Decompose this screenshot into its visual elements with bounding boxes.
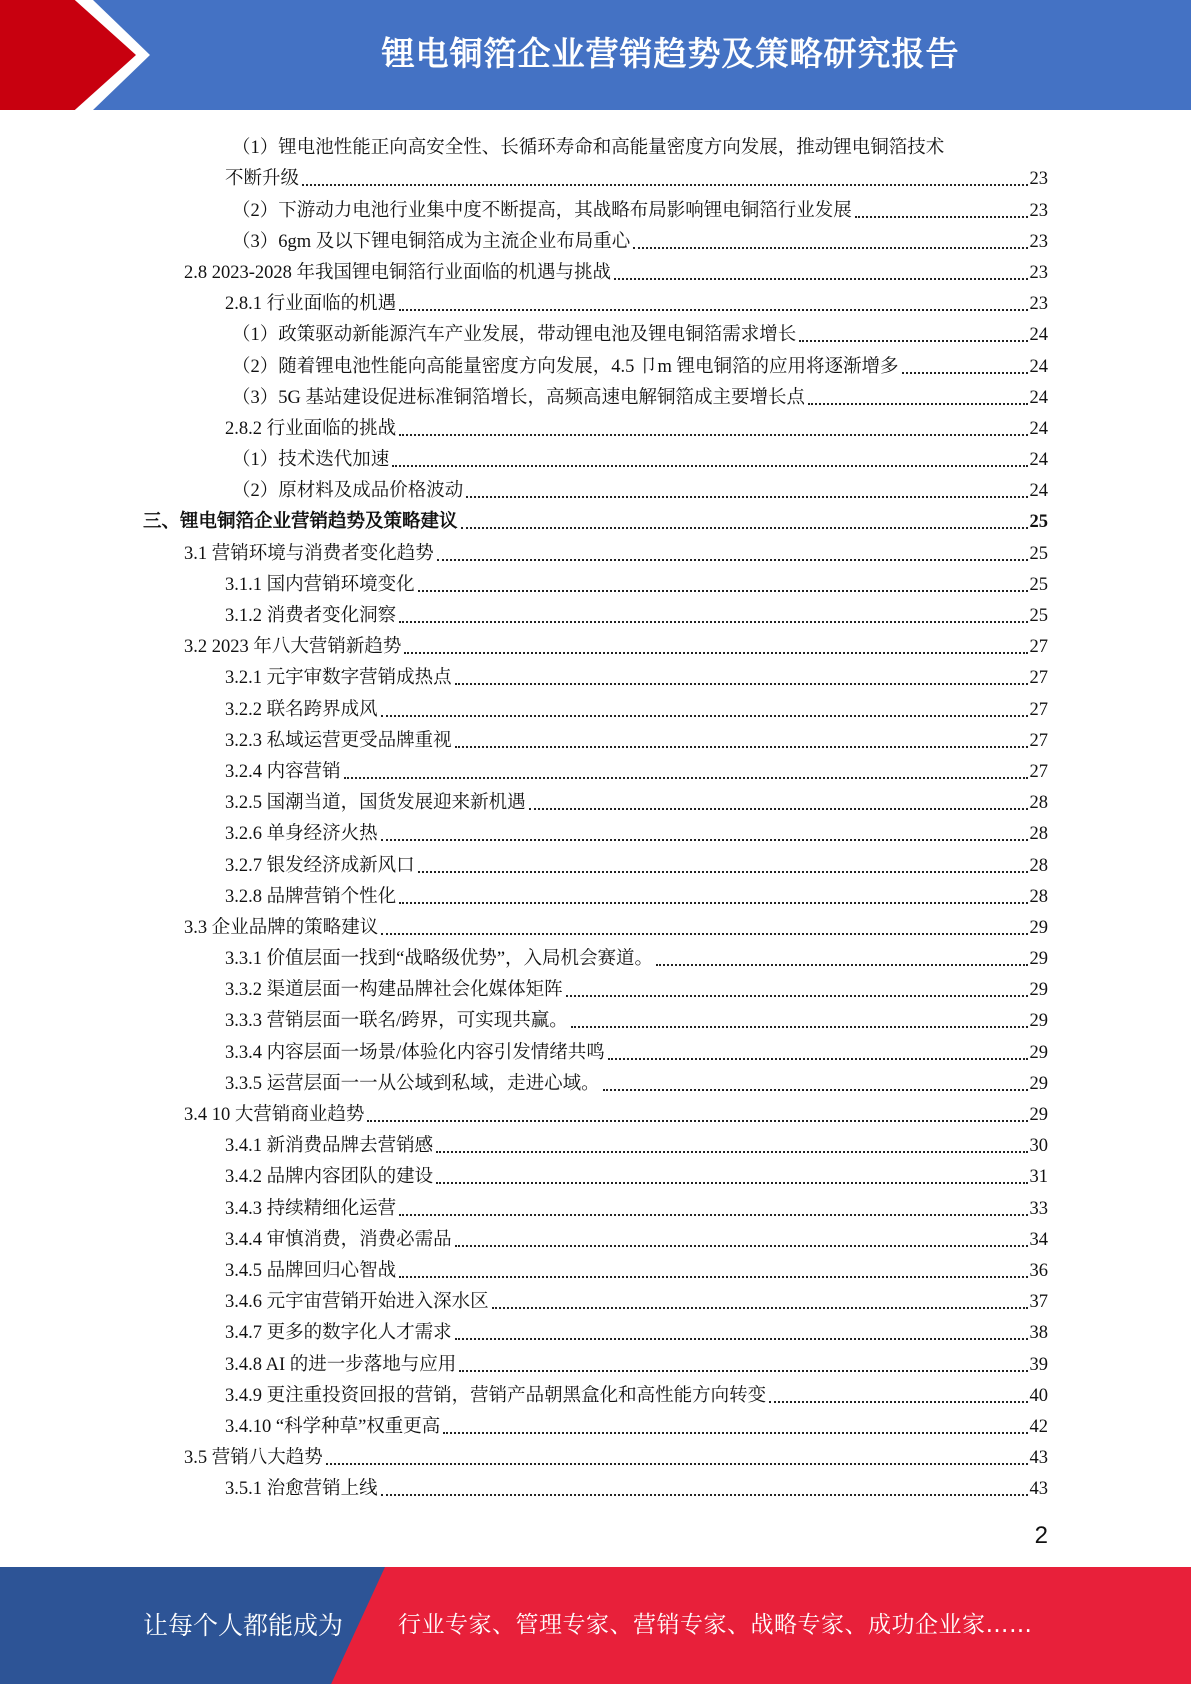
- toc-entry-page: 39: [1029, 1354, 1048, 1375]
- toc-entry-page: 28: [1029, 886, 1048, 907]
- toc-entry-page: 38: [1029, 1323, 1048, 1344]
- toc-entry-page: 40: [1029, 1385, 1048, 1406]
- toc-entry[interactable]: [0, 534, 1191, 565]
- toc-entry-page: 24: [1029, 325, 1048, 346]
- toc-entry-title: 3.3.3 营销层面一联名/跨界，可实现共赢。: [225, 1011, 568, 1032]
- toc-entry-title: 3.3.4 内容层面一场景/体验化内容引发情绪共鸣: [225, 1042, 605, 1063]
- toc-dot-leader: [381, 933, 1027, 935]
- toc-entry-title: 3.2.2 联名跨界成风: [225, 699, 378, 720]
- toc-dot-leader: [571, 1026, 1028, 1028]
- toc-dot-leader: [399, 1214, 1027, 1216]
- toc-dot-leader: [399, 902, 1027, 904]
- toc-entry[interactable]: [0, 597, 1191, 628]
- toc-entry-title: 3.1.1 国内营销环境变化: [225, 574, 415, 595]
- toc-entry-page: 27: [1029, 637, 1048, 658]
- toc-entry[interactable]: [0, 1033, 1191, 1064]
- toc-entry[interactable]: [0, 1065, 1191, 1096]
- toc-entry[interactable]: [0, 1189, 1191, 1220]
- toc-entry-page: 33: [1029, 1198, 1048, 1219]
- toc-dot-leader: [808, 403, 1028, 405]
- toc-entry[interactable]: [0, 410, 1191, 441]
- toc-entry-title: （1）政策驱动新能源汽车产业发展，带动锂电池及锂电铜箔需求增长: [232, 325, 797, 346]
- toc-entry-page: 36: [1029, 1260, 1048, 1281]
- toc-entry-page: 29: [1029, 917, 1048, 938]
- toc-dot-leader: [418, 871, 1028, 873]
- toc-entry-title: 3.4.4 审慎消费，消费必需品: [225, 1229, 452, 1250]
- toc-dot-leader: [769, 1401, 1027, 1403]
- toc-entry[interactable]: [0, 878, 1191, 909]
- toc-entry-title: 3.3.2 渠道层面一构建品牌社会化媒体矩阵: [225, 980, 563, 1001]
- toc-entry-page: 28: [1029, 824, 1048, 845]
- toc-dot-leader: [381, 715, 1028, 717]
- toc-entry[interactable]: [0, 628, 1191, 659]
- toc-dot-leader: [633, 247, 1027, 249]
- toc-entry-title: 3.4.7 更多的数字化人才需求: [225, 1323, 452, 1344]
- toc-entry[interactable]: [0, 1439, 1191, 1470]
- toc-entry-page: 23: [1029, 169, 1048, 190]
- toc-dot-leader: [437, 559, 1028, 561]
- toc-entry-page: 25: [1029, 543, 1048, 564]
- toc-entry[interactable]: [0, 815, 1191, 846]
- toc-entry-page: 43: [1029, 1479, 1048, 1500]
- toc-entry-page: 29: [1029, 1105, 1048, 1125]
- toc-entry-title: 3.4.2 品牌内容团队的建设: [225, 1167, 434, 1188]
- toc-entry-title: 3.5.1 治愈营销上线: [225, 1479, 378, 1500]
- toc-dot-leader: [603, 1089, 1028, 1091]
- toc-entry-title: 3.2.8 品牌营销个性化: [225, 886, 397, 907]
- toc-entry-page: 37: [1029, 1292, 1048, 1313]
- toc-dot-leader: [418, 590, 1028, 592]
- toc-entry-title: （1）锂电池性能正向高安全性、长循环寿命和高能量密度方向发展，推动锂电铜箔技术: [232, 138, 945, 159]
- toc-entry-page: 23: [1029, 200, 1048, 221]
- toc-entry[interactable]: [0, 191, 1191, 222]
- toc-entry-title: 2.8.2 行业面临的挑战: [225, 418, 397, 439]
- toc-entry-page: 29: [1029, 980, 1048, 1001]
- toc-dot-leader: [455, 1338, 1028, 1340]
- toc-entry[interactable]: [0, 1314, 1191, 1345]
- toc-entry-title: （3）6gm 及以下锂电铜箔成为主流企业布局重心: [232, 231, 631, 252]
- toc-dot-leader: [399, 434, 1027, 436]
- toc-entry-page: 29: [1029, 949, 1048, 970]
- toc-entry[interactable]: [0, 316, 1191, 347]
- toc-dot-leader: [455, 683, 1028, 685]
- toc-entry-page: 25: [1029, 574, 1048, 595]
- toc-entry-page: 27: [1029, 668, 1048, 689]
- toc-entry-title: 3.5 营销八大趋势: [184, 1448, 323, 1469]
- toc-entry-page: 23: [1029, 231, 1048, 252]
- table-of-contents: [0, 129, 1191, 1501]
- toc-entry-title: 3.4.9 更注重投资回报的营销，营销产品朝黑盒化和高性能方向转变: [225, 1385, 767, 1406]
- toc-entry[interactable]: [0, 160, 1191, 191]
- toc-entry[interactable]: [0, 1002, 1191, 1033]
- toc-dot-leader: [344, 777, 1028, 779]
- toc-entry[interactable]: [0, 347, 1191, 378]
- toc-entry-page: 43: [1029, 1448, 1048, 1469]
- toc-entry-page: 34: [1029, 1229, 1048, 1250]
- toc-entry[interactable]: [0, 690, 1191, 721]
- toc-entry-page: 27: [1029, 730, 1048, 751]
- toc-dot-leader: [529, 808, 1028, 810]
- toc-dot-leader: [459, 1370, 1027, 1372]
- toc-dot-leader: [381, 1494, 1028, 1496]
- toc-entry-title: （2）随着锂电池性能向高能量密度方向发展，4.5 卩m 锂电铜箔的应用将逐渐增多: [232, 356, 899, 377]
- toc-entry-page: 23: [1029, 262, 1048, 283]
- toc-entry[interactable]: [0, 1470, 1191, 1501]
- toc-entry-title: 3.3 企业品牌的策略建议: [184, 917, 379, 938]
- toc-dot-leader: [399, 309, 1027, 311]
- toc-entry-title: （3）5G 基站建设促进标准铜箔增长，高频高速电解铜箔成主要增长点: [232, 387, 805, 408]
- toc-dot-leader: [404, 652, 1027, 654]
- toc-dot-leader: [399, 1276, 1027, 1278]
- toc-dot-leader: [902, 372, 1028, 374]
- toc-dot-leader: [455, 1245, 1028, 1247]
- toc-entry-page: 31: [1029, 1167, 1048, 1188]
- toc-entry-title: 3.4.3 持续精细化运营: [225, 1198, 397, 1219]
- toc-entry-title: （2）下游动力电池行业集中度不断提高，其战略布局影响锂电铜箔行业发展: [232, 200, 852, 221]
- toc-entry-page: 25: [1029, 606, 1048, 626]
- toc-entry-page: 24: [1029, 450, 1048, 471]
- toc-dot-leader: [656, 964, 1027, 966]
- toc-entry[interactable]: [0, 846, 1191, 877]
- toc-entry[interactable]: [0, 1283, 1191, 1314]
- toc-entry-page: 29: [1029, 1011, 1048, 1032]
- toc-entry-page: 25: [1029, 512, 1048, 533]
- toc-entry[interactable]: [0, 1252, 1191, 1283]
- toc-entry-page: 27: [1029, 699, 1048, 720]
- toc-entry[interactable]: [0, 1221, 1191, 1252]
- toc-entry-page: 29: [1029, 1042, 1048, 1063]
- toc-entry-title: 3.2.3 私域运营更受品牌重视: [225, 730, 452, 751]
- toc-entry-page: 24: [1029, 418, 1048, 439]
- toc-entry-title: （2）原材料及成品价格波动: [232, 481, 464, 502]
- toc-entry-page: 24: [1029, 356, 1048, 377]
- toc-dot-leader: [399, 621, 1027, 623]
- toc-entry-page: 30: [1029, 1136, 1048, 1157]
- toc-dot-leader: [855, 216, 1028, 218]
- toc-entry-title: 3.4.5 品牌回归心智战: [225, 1260, 397, 1281]
- toc-entry-page: 23: [1029, 294, 1048, 315]
- toc-entry-title: 3.4.10 “科学种草”权重更高: [225, 1416, 441, 1437]
- toc-entry[interactable]: [0, 566, 1191, 597]
- toc-entry[interactable]: [0, 379, 1191, 410]
- toc-dot-leader: [466, 496, 1027, 498]
- toc-entry-title: 不断升级: [225, 169, 300, 190]
- footer-slogan-left: 让每个人都能成为: [143, 1611, 344, 1640]
- toc-entry-title: 3.4.1 新消费品牌去营销感: [225, 1136, 434, 1157]
- toc-entry[interactable]: [0, 1127, 1191, 1158]
- toc-entry-title: 3.2.4 内容营销: [225, 761, 341, 782]
- report-title: 锂电铜箔企业营销趋势及策略研究报告: [381, 34, 960, 73]
- toc-entry[interactable]: [0, 285, 1191, 316]
- toc-dot-leader: [302, 184, 1027, 186]
- toc-entry[interactable]: [0, 971, 1191, 1002]
- toc-entry-title: 3.1.2 消费者变化洞察: [225, 606, 397, 626]
- toc-entry-title: 三、锂电铜箔企业营销趋势及策略建议: [143, 512, 458, 533]
- toc-entry-title: 3.2.7 银发经济成新风口: [225, 855, 415, 876]
- toc-entry[interactable]: [0, 722, 1191, 753]
- toc-dot-leader: [436, 1182, 1027, 1184]
- toc-entry-title: 3.2.5 国潮当道，国货发展迎来新机遇: [225, 793, 526, 814]
- toc-entry-page: 28: [1029, 793, 1048, 814]
- toc-entry-title: 3.4.8 AI 的进一步落地与应用: [225, 1354, 457, 1375]
- toc-entry-page: 27: [1029, 761, 1048, 782]
- toc-entry[interactable]: [0, 1158, 1191, 1189]
- page-footer: [0, 1567, 1191, 1684]
- toc-entry-title: 3.4.6 元宇宙营销开始进入深水区: [225, 1292, 489, 1313]
- toc-entry[interactable]: [0, 1096, 1191, 1127]
- toc-entry-title: 3.2.1 元宇审数字营销成热点: [225, 668, 452, 689]
- toc-dot-leader: [367, 1120, 1027, 1122]
- toc-entry[interactable]: [0, 441, 1191, 472]
- toc-entry[interactable]: [0, 503, 1191, 534]
- toc-entry-title: 3.1 营销环境与消费者变化趋势: [184, 543, 434, 564]
- toc-entry[interactable]: [0, 1377, 1191, 1408]
- toc-dot-leader: [381, 839, 1028, 841]
- toc-dot-leader: [436, 1151, 1027, 1153]
- toc-dot-leader: [326, 1463, 1028, 1465]
- toc-entry-page: 24: [1029, 481, 1048, 502]
- toc-entry-title: 3.2 2023 年八大营销新趋势: [184, 637, 402, 658]
- toc-entry-title: 3.3.1 价值层面一找到“战略级优势”，入局机会赛道。: [225, 949, 654, 970]
- toc-entry-title: 2.8 2023-2028 年我国锂电铜箔行业面临的机遇与挑战: [184, 262, 612, 283]
- page-header: [0, 0, 1191, 110]
- toc-dot-leader: [392, 465, 1027, 467]
- toc-dot-leader: [608, 1058, 1028, 1060]
- toc-entry-title: （1）技术迭代加速: [232, 450, 390, 471]
- toc-entry[interactable]: [0, 659, 1191, 690]
- toc-entry-title: 3.4 10 大营销商业趋势: [184, 1105, 365, 1125]
- toc-entry[interactable]: [0, 940, 1191, 971]
- toc-entry[interactable]: [0, 223, 1191, 254]
- toc-dot-leader: [443, 1432, 1027, 1434]
- toc-dot-leader: [799, 340, 1027, 342]
- toc-dot-leader: [492, 1307, 1028, 1309]
- toc-entry[interactable]: [0, 909, 1191, 940]
- page-number: 2: [1034, 1522, 1048, 1549]
- toc-entry[interactable]: [0, 472, 1191, 503]
- toc-entry[interactable]: [0, 1408, 1191, 1439]
- header-chevron-red-decoration: [0, 0, 136, 110]
- toc-entry-title: 3.2.6 单身经济火热: [225, 824, 378, 845]
- toc-entry-page: 24: [1029, 387, 1048, 408]
- toc-dot-leader: [455, 746, 1028, 748]
- toc-dot-leader: [614, 278, 1027, 280]
- footer-slogan-right: 行业专家、管理专家、营销专家、战略专家、成功企业家……: [398, 1612, 1033, 1638]
- toc-entry-page: 42: [1029, 1416, 1048, 1437]
- toc-dot-leader: [566, 995, 1028, 997]
- toc-entry-title: 2.8.1 行业面临的机遇: [225, 294, 397, 315]
- toc-entry[interactable]: [0, 254, 1191, 285]
- toc-entry-title: 3.3.5 运营层面一一从公域到私域，走进心域。: [225, 1073, 600, 1094]
- toc-entry[interactable]: [0, 784, 1191, 815]
- toc-dot-leader: [461, 527, 1028, 529]
- toc-entry-page: 29: [1029, 1073, 1048, 1094]
- toc-entry[interactable]: [0, 1345, 1191, 1376]
- toc-entry[interactable]: [0, 129, 1191, 160]
- toc-entry[interactable]: [0, 753, 1191, 784]
- toc-entry-page: 28: [1029, 855, 1048, 876]
